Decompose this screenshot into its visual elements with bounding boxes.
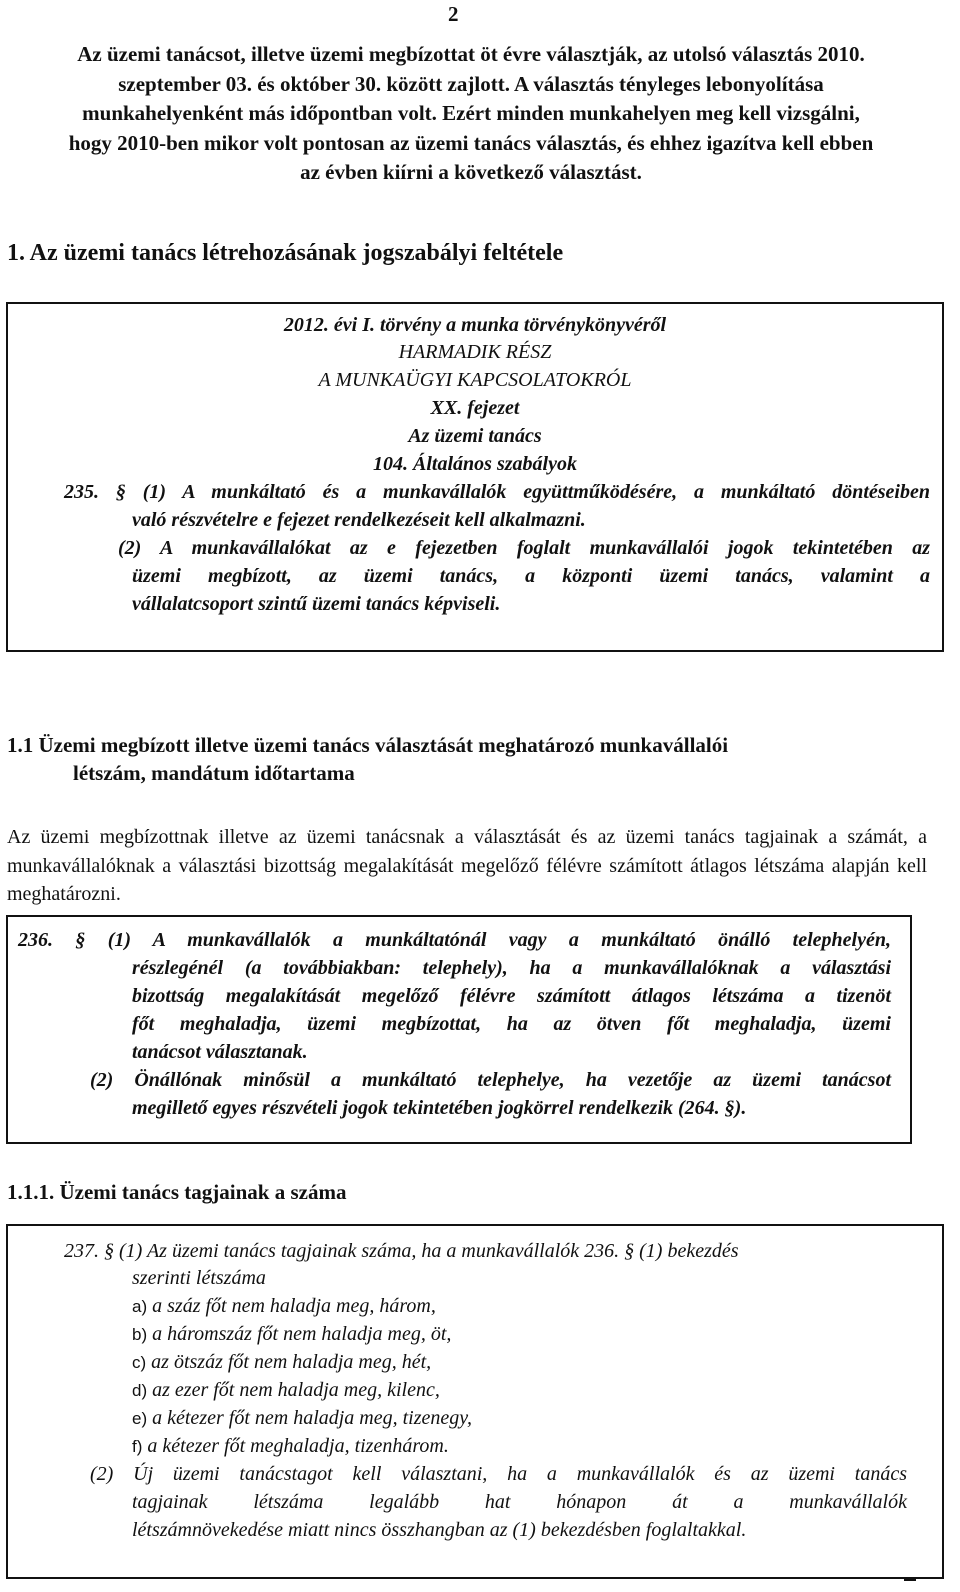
item-letter: c) bbox=[132, 1353, 147, 1372]
intro-line: hogy 2010-ben mikor volt pontosan az üzemi tanács választás, és ehhez igazítva kell ebben bbox=[68, 130, 874, 155]
section-235-1-line: 235. § (1) A munkáltató és a munkavállalók együttműködésére, a munkáltató döntéseiben bbox=[64, 481, 930, 503]
section-236-1-line: részlegénél (a továbbiakban: telephely), ha a munkavállalóknak a választási bbox=[132, 957, 891, 979]
item-letter: d) bbox=[132, 1381, 148, 1400]
section-1-1-1-heading: 1.1.1. Üzemi tanács tagjainak a száma bbox=[7, 1180, 347, 1204]
section-236-1-line: bizottság megalakítását megelőző félévre számított átlagos létszáma a tizenöt bbox=[132, 985, 891, 1007]
item-letter: f) bbox=[132, 1437, 143, 1456]
section-1-heading: 1. Az üzemi tanács létrehozásának jogszabályi feltétele bbox=[7, 240, 564, 266]
item-letter: a) bbox=[132, 1297, 148, 1316]
section-235-2-line: (2) A munkavállalókat az e fejezetben foglalt munkavállalói jogok tekintetében az bbox=[118, 537, 930, 559]
section-237-1-line: szerinti létszáma bbox=[132, 1267, 266, 1289]
item-text: a háromszáz főt nem haladja meg, öt, bbox=[152, 1323, 452, 1345]
intro-line: munkahelyenként más időpontban volt. Ezért minden munkahelyen meg kell vizsgálni, bbox=[82, 101, 860, 125]
section-1-1-heading-cont: létszám, mandátum időtartama bbox=[73, 761, 355, 785]
chapter-label: XX. fejezet bbox=[430, 397, 520, 419]
part-label: HARMADIK RÉSZ bbox=[398, 341, 552, 363]
section-237-1-line: 237. § (1) Az üzemi tanács tagjainak száma, ha a munkavállalók 236. § (1) bekezdés bbox=[64, 1240, 739, 1262]
section-236-2-line: (2) Önállónak minősül a munkáltató telephelye, ha vezetője az üzemi tanácsot bbox=[90, 1069, 891, 1091]
item-letter: e) bbox=[132, 1409, 148, 1428]
section-236-1-line: tanácsot választanak. bbox=[132, 1041, 308, 1063]
item-text: a kétezer főt meghaladja, tizenhárom. bbox=[147, 1435, 449, 1457]
list-item-d bbox=[132, 1379, 440, 1402]
list-item-c bbox=[132, 1351, 431, 1374]
intro-line: szeptember 03. és október 30. között zajlott. A választás tényleges lebonyolítása bbox=[118, 71, 824, 96]
page-corner-mark bbox=[904, 1578, 916, 1581]
section-236-1-line: főt meghaladja, üzemi megbízottat, ha az ötven főt meghaladja, üzemi bbox=[132, 1013, 891, 1035]
section-236-1-line: 236. § (1) A munkavállalók a munkáltatónál vagy a munkáltató önálló telephelyén, bbox=[18, 929, 891, 951]
section-237-2-line: létszámnövekedése miatt nincs összhangban az (1) bekezdésben foglaltakkal. bbox=[132, 1519, 747, 1541]
item-letter: b) bbox=[132, 1325, 148, 1344]
section-237-2-line: (2) Új üzemi tanácstagot kell választani, ha a munkavállalók és az üzemi tanács bbox=[90, 1463, 907, 1485]
section-235-2-line: üzemi megbízott, az üzemi tanács, a központi üzemi tanács, valamint a bbox=[132, 565, 930, 587]
section-236-2-line: megillető egyes részvételi jogok tekintetében jogkörrel rendelkezik (264. §). bbox=[132, 1097, 747, 1119]
section-237-2-line: tagjainak létszáma legalább hat hónapon át a munkavállalók bbox=[132, 1491, 907, 1513]
item-text: a száz főt nem haladja meg, három, bbox=[152, 1295, 436, 1317]
section-title: 104. Általános szabályok bbox=[373, 453, 577, 475]
section-1-1-heading: 1.1 Üzemi megbízott illetve üzemi tanács választását meghatározó munkavállalói bbox=[7, 733, 729, 757]
intro-line: az évben kiírni a következő választást. bbox=[300, 160, 642, 184]
section-1-1-paragraph: Az üzemi megbízottnak illetve az üzemi tanácsnak a választását és az üzemi tanács tagjainak a számát, a munkavállalóknak a választási bizottság megalakítását megelőző félévre számított átlagos létszáma alapján kell meghatározni. bbox=[7, 826, 927, 905]
intro-paragraph bbox=[6, 40, 936, 188]
list-item-f bbox=[132, 1435, 449, 1458]
section-235-1-line: való részvételre e fejezet rendelkezéseit kell alkalmazni. bbox=[132, 509, 586, 531]
list-item-a bbox=[132, 1295, 436, 1318]
item-text: a kétezer főt nem haladja meg, tizenegy, bbox=[152, 1407, 473, 1429]
item-text: az ötszáz főt nem haladja meg, hét, bbox=[151, 1351, 432, 1373]
item-text: az ezer főt nem haladja meg, kilenc, bbox=[152, 1379, 440, 1401]
part-title: A MUNKAÜGYI KAPCSOLATOKRÓL bbox=[318, 369, 632, 391]
list-item-e bbox=[132, 1407, 472, 1430]
law-title: 2012. évi I. törvény a munka törvénykönyvéről bbox=[283, 314, 667, 336]
intro-line: Az üzemi tanácsot, illetve üzemi megbízottat öt évre választják, az utolsó választás 2010. bbox=[77, 42, 865, 66]
page-number: 2 bbox=[448, 2, 459, 26]
section-235-2-line: vállalatcsoport szintű üzemi tanács képviseli. bbox=[132, 593, 501, 615]
list-item-b bbox=[132, 1323, 451, 1346]
chapter-title: Az üzemi tanács bbox=[408, 425, 542, 447]
